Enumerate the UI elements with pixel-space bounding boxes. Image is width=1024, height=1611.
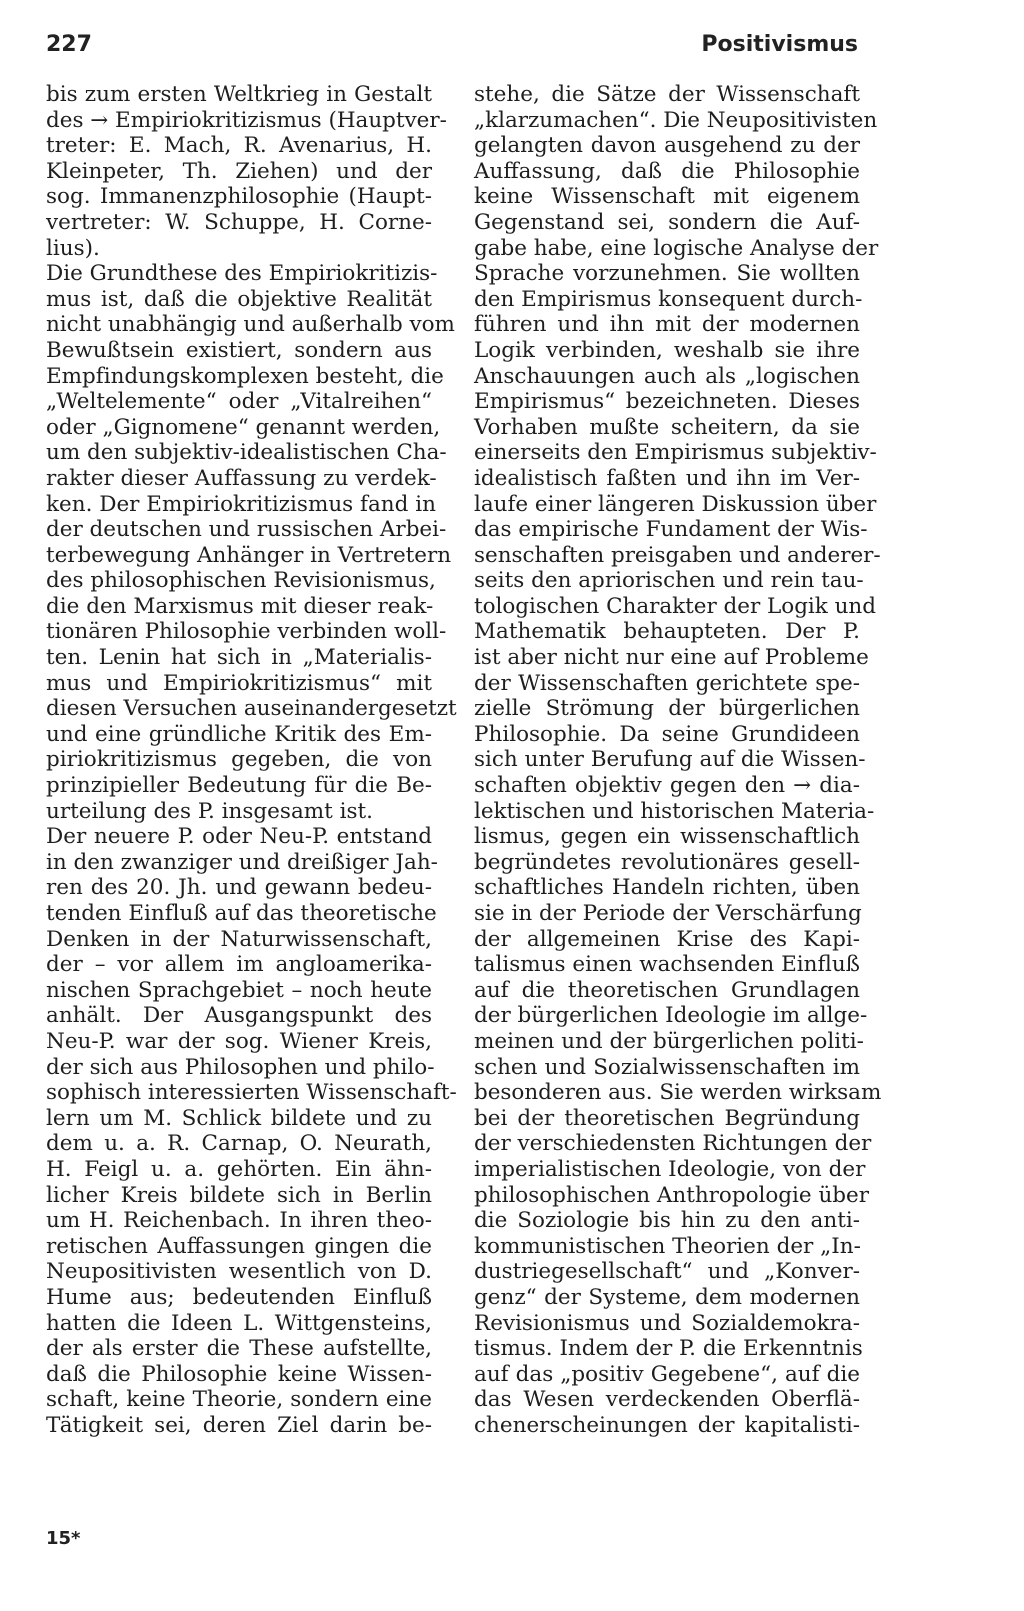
text-line: die den Marxismus mit dieser reak- xyxy=(46,593,434,619)
text-line: ist aber nicht nur eine auf Probleme xyxy=(474,645,869,671)
text-line: schaft, keine Theorie, sondern eine xyxy=(46,1387,432,1413)
text-line: gabe habe, eine logische Analyse der xyxy=(474,235,879,261)
text-line: der sich aus Philosophen und philo- xyxy=(46,1054,435,1080)
text-line: Mathematik behaupteten. Der P. xyxy=(474,619,860,645)
text-line: hatten die Ideen L. Wittgensteins, xyxy=(46,1310,432,1336)
text-line: Denken in der Naturwissenschaft, xyxy=(46,926,432,952)
text-line: kommunistischen Theorien der „In- xyxy=(474,1233,861,1259)
text-line: das Wesen verdeckenden Oberflä- xyxy=(474,1387,860,1413)
text-line: ren des 20. Jh. und gewann bedeu- xyxy=(46,875,432,901)
text-line: daß die Philosophie keine Wissen- xyxy=(46,1361,432,1387)
page-number: 227 xyxy=(46,32,92,57)
text-line: tismus. Indem der P. die Erkenntnis xyxy=(474,1336,863,1362)
text-line: „klarzumachen“. Die Neupositivisten xyxy=(474,107,878,133)
text-line: in den zwanziger und dreißiger Jah- xyxy=(46,849,438,875)
text-line: piriokritizismus gegeben, die von xyxy=(46,747,432,773)
text-line: seits den apriorischen und rein tau- xyxy=(474,568,864,594)
text-line: um H. Reichenbach. In ihren theo- xyxy=(46,1208,432,1234)
text-line: des → Empiriokritizismus (Hauptver- xyxy=(46,107,447,133)
text-line: dustriegesellschaft“ und „Konver- xyxy=(474,1259,860,1285)
text-line: terbewegung Anhänger in Vertretern xyxy=(46,542,452,568)
text-line: mus und Empiriokritizismus“ mit xyxy=(46,670,432,696)
text-line: anhält. Der Ausgangspunkt des xyxy=(46,1003,432,1029)
sheet-signature: 15* xyxy=(46,1528,81,1549)
text-line: H. Feigl u. a. gehörten. Ein ähn- xyxy=(46,1156,432,1182)
text-line: bis zum ersten Weltkrieg in Gestalt xyxy=(46,82,432,107)
text-line: Kleinpeter, Th. Ziehen) und der xyxy=(46,158,432,184)
text-line: genz“ der Systeme, dem modernen xyxy=(474,1284,860,1310)
text-line: Gegenstand sei, sondern die Auf- xyxy=(474,209,860,235)
text-line: tionären Philosophie verbinden woll- xyxy=(46,619,447,645)
text-line: tenden Einfluß auf das theoretische xyxy=(46,901,437,926)
text-line: lern um M. Schlick bildete und zu xyxy=(46,1105,432,1131)
text-line: den Empirismus konsequent durch- xyxy=(474,286,863,312)
text-line: dem u. a. R. Carnap, O. Neurath, xyxy=(46,1131,432,1157)
text-line: senschaften preisgaben und anderer- xyxy=(474,542,881,568)
text-line: urteilung des P. insgesamt ist. xyxy=(46,798,374,824)
text-line: prinzipieller Bedeutung für die Be- xyxy=(46,773,432,799)
text-line: treter: E. Mach, R. Avenarius, H. xyxy=(46,133,432,159)
text-line: ten. Lenin hat sich in „Materialis- xyxy=(46,645,432,671)
text-line: Sprache vorzunehmen. Sie wollten xyxy=(474,261,860,287)
text-line: und eine gründliche Kritik des Em- xyxy=(46,721,432,747)
text-line: die Soziologie bis hin zu den anti- xyxy=(474,1208,860,1234)
text-line: nicht unabhängig und außerhalb vom xyxy=(46,312,455,338)
text-line: zielle Strömung der bürgerlichen xyxy=(474,696,860,722)
text-line: Anschauungen auch als „logischen xyxy=(474,363,860,389)
text-line: retischen Auffassungen gingen die xyxy=(46,1233,432,1259)
text-line: chenerscheinungen der kapitalisti- xyxy=(474,1412,860,1438)
text-line: oder „Gignomene“ genannt werden, xyxy=(46,414,441,440)
text-line: des philosophischen Revisionismus, xyxy=(46,568,436,594)
text-line: ken. Der Empiriokritizismus fand in xyxy=(46,491,436,517)
text-line: Neupositivisten wesentlich von D. xyxy=(46,1259,432,1285)
text-line: Die Grundthese des Empiriokritizis- xyxy=(46,261,438,287)
text-line: Logik verbinden, weshalb sie ihre xyxy=(474,337,860,363)
text-line: sie in der Periode der Verschärfung xyxy=(474,901,862,926)
text-line: Empfindungskomplexen besteht, die xyxy=(46,363,444,389)
text-line: Revisionismus und Sozialdemokra- xyxy=(474,1310,860,1336)
text-line: besonderen aus. Sie werden wirksam xyxy=(474,1080,882,1106)
text-line: begründetes revolutionäres gesell- xyxy=(474,849,860,875)
text-line: das empirische Fundament der Wis- xyxy=(474,517,868,543)
text-line: schaftliches Handeln richten, üben xyxy=(474,875,860,901)
text-line: der Wissenschaften gerichtete spe- xyxy=(474,670,860,696)
text-line: der deutschen und russischen Arbei- xyxy=(46,517,447,543)
text-line: talismus einen wachsenden Einfluß xyxy=(474,952,861,978)
text-line: Vorhaben mußte scheitern, da sie xyxy=(474,414,860,440)
text-line: idealistisch faßten und ihn im Ver- xyxy=(474,465,860,491)
text-line: der bürgerlichen Ideologie im allge- xyxy=(474,1003,868,1029)
text-line: Empirismus“ bezeichneten. Dieses xyxy=(474,389,860,415)
left-column xyxy=(46,82,457,1438)
text-line: auf das „positiv Gegebene“, auf die xyxy=(474,1361,860,1387)
text-line: bei der theoretischen Begründung xyxy=(474,1105,860,1131)
text-line: licher Kreis bildete sich in Berlin xyxy=(46,1182,432,1208)
text-line: einerseits den Empirismus subjektiv- xyxy=(474,440,877,466)
text-line: „Weltelemente“ oder „Vitalreihen“ xyxy=(46,389,432,415)
text-line: der – vor allem im angloamerika- xyxy=(46,952,432,978)
text-line: keine Wissenschaft mit eigenem xyxy=(474,184,860,210)
text-line: mus ist, daß die objektive Realität xyxy=(46,286,432,312)
text-line: rakter dieser Auffassung zu verdek- xyxy=(46,465,437,491)
text-line: diesen Versuchen auseinandergesetzt xyxy=(46,696,457,722)
text-line: auf die theoretischen Grundlagen xyxy=(474,977,860,1003)
text-line: imperialistischen Ideologie, von der xyxy=(474,1156,866,1182)
text-line: stehe, die Sätze der Wissenschaft xyxy=(474,82,860,107)
text-line: Tätigkeit sei, deren Ziel darin be- xyxy=(46,1412,432,1438)
running-head: Positivismus xyxy=(701,32,858,57)
text-line: sophisch interessierten Wissenschaft- xyxy=(46,1080,457,1106)
text-line: der allgemeinen Krise des Kapi- xyxy=(474,926,860,952)
text-line: schen und Sozialwissenschaften im xyxy=(474,1054,860,1080)
text-line: um den subjektiv-idealistischen Cha- xyxy=(46,440,447,466)
text-line: lius). xyxy=(46,235,100,261)
text-line: schaften objektiv gegen den → dia- xyxy=(474,773,860,799)
text-line: Bewußtsein existiert, sondern aus xyxy=(46,337,432,363)
text-line: führen und ihn mit der modernen xyxy=(474,312,860,338)
text-line: laufe einer längeren Diskussion über xyxy=(474,491,877,517)
text-line: der als erster die These aufstellte, xyxy=(46,1336,432,1362)
text-line: Philosophie. Da seine Grundideen xyxy=(474,721,860,747)
text-line: Neu-P. war der sog. Wiener Kreis, xyxy=(46,1028,432,1054)
text-line: tologischen Charakter der Logik und xyxy=(474,593,876,619)
text-line: der verschiedensten Richtungen der xyxy=(474,1131,872,1157)
text-line: meinen und der bürgerlichen politi- xyxy=(474,1028,864,1054)
text-line: lismus, gegen ein wissenschaftlich xyxy=(474,824,860,850)
text-line: nischen Sprachgebiet – noch heute xyxy=(46,977,432,1003)
text-line: vertreter: W. Schuppe, H. Corne- xyxy=(46,209,432,235)
text-line: Auffassung, daß die Philosophie xyxy=(474,158,860,184)
text-line: Hume aus; bedeutenden Einfluß xyxy=(46,1284,432,1310)
text-line: sog. Immanenzphilosophie (Haupt- xyxy=(46,184,432,210)
text-line: gelangten davon ausgehend zu der xyxy=(474,133,860,159)
text-line: philosophischen Anthropologie über xyxy=(474,1182,869,1208)
text-line: Der neuere P. oder Neu-P. entstand xyxy=(46,824,432,850)
text-line: sich unter Berufung auf die Wissen- xyxy=(474,747,866,773)
text-line: lektischen und historischen Materia- xyxy=(474,798,875,824)
right-column xyxy=(474,82,882,1438)
